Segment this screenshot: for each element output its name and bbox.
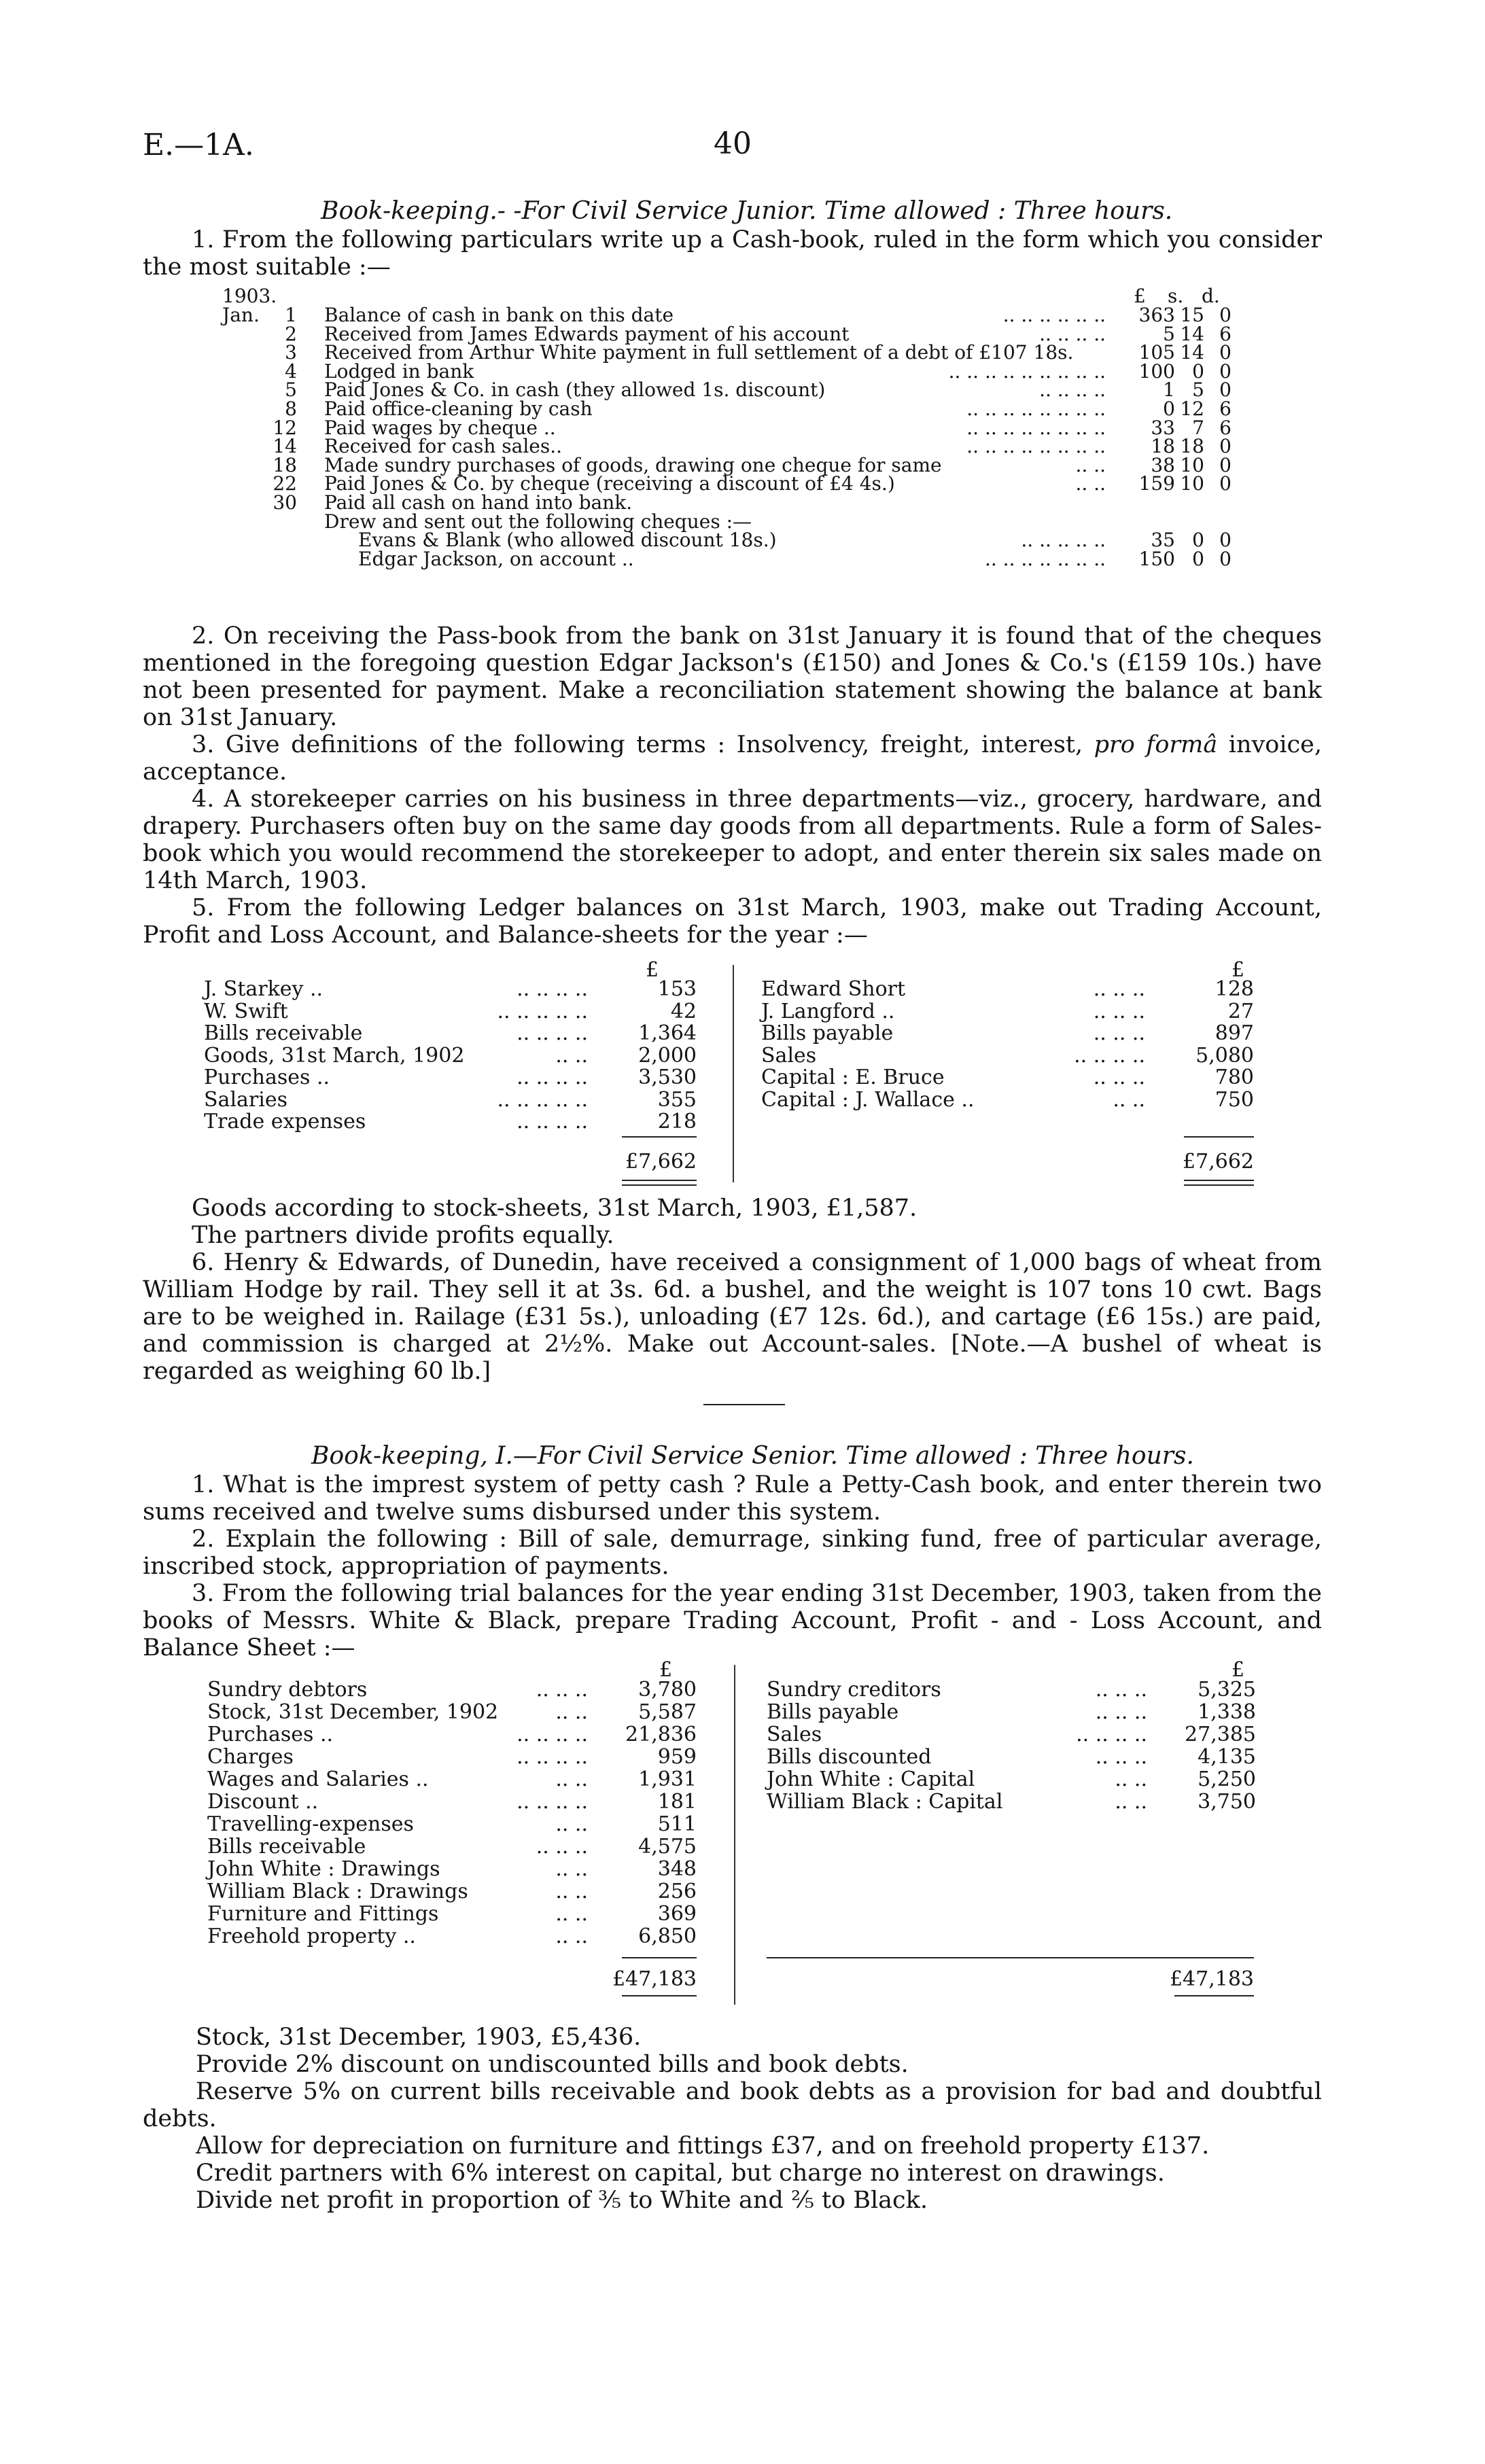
ledger-left-dots: .. .. .. .. [517,977,588,1001]
trial-left-row [207,1813,697,1835]
cash-entry-dots: .. .. .. .. .. .. .. .. .. [948,359,1106,383]
ledger-right-row [761,1023,1254,1045]
trial-left-dots: .. .. [555,1857,588,1881]
trial-right-name: Sundry creditors [767,1678,941,1702]
trial-left-row [207,1903,697,1925]
trial-right-dots: .. .. .. [1095,1678,1147,1702]
cash-entry-row [222,437,1242,456]
ledger-right-row [761,979,1254,1001]
cash-entry-text: Lodged in bank [324,359,474,383]
ledger-left-row [204,1001,697,1023]
cash-entry-row [222,531,1242,550]
ledger-left-dots: .. .. .. .. .. [497,1087,588,1112]
ledger-right-double-rule-b [1184,1184,1254,1186]
trial-right-double-rule [1174,1995,1254,1996]
ledger-right-list [761,979,1254,1111]
cash-entry-dots: .. .. [1075,472,1106,495]
cash-entry-pounds: 363 [1138,304,1175,326]
ledger-right-name: Edward Short [761,977,906,1001]
cash-entry-pence: 0 [1219,453,1231,476]
trial-left-dots: .. .. [555,1924,588,1948]
trial-left-amount: 4,575 [638,1835,697,1859]
cash-entry-row [222,306,1242,325]
trial-left-row [207,1925,697,1948]
cash-entry-shillings: 7 [1192,416,1204,439]
trial-right-name: Sales [767,1723,822,1746]
senior-notes-list [143,2024,1322,2214]
cash-entry-text: Paid all cash on hand into bank. [324,491,633,514]
cash-entry-day: 14 [273,435,297,458]
ledger-left-row [204,1111,697,1133]
cash-entry-pence: 6 [1219,397,1231,420]
trial-left-name: Sundry debtors [207,1678,368,1702]
trial-left-dots: .. .. .. [536,1678,588,1702]
senior-q1: 1. What is the imprest system of petty cash ? Rule a Petty-Cash book, and enter therein two sums received and twelve sums disbursed under this system. [143,1471,1322,1526]
ledger-right-name: Capital : J. Wallace .. [761,1087,975,1112]
trial-divider [734,1665,735,2005]
trial-left-row [207,1880,697,1903]
ledger-currency-left: £ [646,958,659,982]
cash-entry-row [222,381,1242,400]
cash-entry-pence: 0 [1219,435,1231,458]
cash-entry-day: 8 [285,397,297,420]
cash-entry-shillings: 0 [1192,359,1204,383]
pound-header: £ [1134,285,1146,307]
cash-entry-dots: .. .. .. .. .. .. .. .. [966,416,1106,439]
junior-q2: 2. On receiving the Pass-book from the bank on 31st January it is found that of the cheques mentioned in the foregoing question Edgar Jackson's (£150) and Jones & Co.'s (£159 10s.) have not been presented for payment. Make a reconciliation statement showing the balance at bank on 31st January. [143,622,1322,731]
trial-right-row [767,1791,1256,1813]
ledger-left-dots: .. .. .. .. [517,1110,588,1133]
cash-entry-day: 1 [285,304,297,326]
trial-left-row [207,1701,697,1723]
shilling-header: s. [1168,285,1184,307]
trial-right-list [767,1678,1256,1813]
ledger-left-amount: 1,364 [638,1021,697,1045]
cash-entry-row [222,512,1242,531]
cash-entry-shillings: 0 [1192,529,1204,552]
cash-entry-pounds: 33 [1151,416,1175,439]
trial-right-name: John White : Capital [767,1767,975,1791]
ledger-right-name: Sales [761,1043,817,1068]
trial-left-dots: .. .. .. .. [517,1790,588,1814]
trial-left-name: Charges [207,1745,294,1769]
cash-entry-shillings: 14 [1180,341,1204,364]
ledger-right-dots: .. .. .. [1093,1066,1145,1089]
senior-q3: 3. From the following trial balances for the year ending 31st December, 1903, taken from the books of Messrs. White & Black, prepare Trading Account, Profit - and - Loss Account, and Balance Sheet :— [143,1580,1322,1661]
ledger-left-amount: 153 [657,977,697,1001]
trial-left-name: Bills receivable [207,1835,366,1859]
cash-entry-text: Paid office-cleaning by cash [324,397,593,420]
cash-entry-row [222,322,1242,345]
trial-left-row [207,1858,697,1880]
trial-right-row [767,1701,1256,1723]
trial-left-name: John White : Drawings [207,1857,440,1881]
cash-entry-text: Received from James Edwards payment of his account [324,322,850,345]
cash-entry-row [222,547,1242,570]
ledger-left-row [204,1045,697,1068]
stock-note: Goods according to stock-sheets, 31st March, 1903, £1,587. [192,1195,918,1222]
section-separator [703,1404,785,1405]
cash-entry-day: 4 [285,359,297,383]
ledger-total-right: £7,662 [1183,1150,1254,1174]
junior-q6: 6. Henry & Edwards, of Dunedin, have received a consignment of 1,000 bags of wheat from William Hodge by rail. They sell it at 3s. 6d. a bushel, and the weight is 107 tons 10 cwt. Bags are to be weighed in. Railage (£31 5s.), unloading (£7 12s. 6d.), and cartage (£6 15s.) are paid, and commission is charged at 2½%. Make out Account-sales. [Note.—A bushel of wheat is regarded as weighing 60 lb.] [143,1249,1322,1385]
cash-entry-text: Evans & Blank (who allowed discount 18s.) [358,529,777,552]
ledger-right-amount: 5,080 [1195,1043,1254,1068]
cash-entry-text: Paid Jones & Co. by cheque (receiving a discount of £4 4s.) [324,472,895,495]
trial-right-amount: 3,750 [1198,1790,1256,1814]
trial-left-row [207,1768,697,1791]
trial-right-row [767,1746,1256,1768]
trial-left-dots: .. .. .. .. [517,1723,588,1746]
trial-left-name: Purchases .. [207,1723,334,1746]
ledger-right-amount: 780 [1215,1066,1254,1089]
cash-entry-row [222,416,1242,439]
trial-left-dots: .. .. .. [536,1835,588,1859]
senior-note: Provide 2% discount on undiscounted bills and book debts. [196,2051,909,2078]
trial-left-row [207,1723,697,1746]
trial-left-row [207,1678,697,1701]
cash-entry-row [222,359,1242,383]
ledger-left-name: J. Starkey .. [204,977,324,1001]
ledger-left-rule [622,1136,697,1138]
cash-entry-pence: 0 [1219,359,1231,383]
trial-left-row [207,1791,697,1813]
trial-left-amount: 1,931 [638,1767,697,1791]
cash-entry-row [222,343,1242,362]
q3-text-b: invoice, acceptance. [143,731,1322,786]
cash-entry-text: Paid Jones & Co. in cash (they allowed 1s. discount) [324,379,826,402]
ledger-left-row [204,1089,697,1112]
ledger-right-amount: 27 [1227,999,1254,1023]
trial-right-amount: 1,338 [1198,1700,1256,1724]
ledger-right-amount: 897 [1215,1021,1254,1045]
cash-entry-dots: .. .. .. .. .. .. .. [984,547,1106,570]
ledger-left-name: Salaries [204,1087,288,1112]
ledger-right-amount: 128 [1215,977,1254,1001]
trial-right-name: Bills payable [767,1700,899,1724]
trial-total-right: £47,183 [1169,1967,1254,1991]
trial-left-dots: .. .. [555,1767,588,1791]
trial-left-double-rule [622,1995,697,1996]
page-number: 40 [714,126,752,161]
trial-left-dots: .. .. [555,1812,588,1836]
trial-right-dots: .. .. .. [1095,1700,1147,1724]
ledger-left-name: Trade expenses [204,1110,366,1133]
cash-entry-text: Balance of cash in bank on this date [324,304,674,326]
junior-q5: 5. From the following Ledger balances on 31st March, 1903, make out Trading Account, Profit and Loss Account, and Balance-sheets for the year :— [143,894,1322,949]
ledger-left-name: W. Swift [204,999,288,1023]
cash-entry-pence: 0 [1219,304,1231,326]
ledger-right-row [761,1001,1254,1023]
ledger-left-list [204,979,697,1133]
ledger-right-double-rule-a [1184,1180,1254,1181]
trial-left-amount: 6,850 [638,1924,697,1948]
cash-entry-pounds: 35 [1151,529,1175,552]
ledger-divider [733,965,734,1182]
cash-entry-pence: 0 [1219,379,1231,402]
ledger-right-row [761,1067,1254,1089]
trial-right-dots: .. .. [1115,1767,1147,1791]
trial-left-name: Stock, 31st December, 1902 [207,1700,499,1724]
trial-right-row [767,1723,1256,1746]
ledger-left-row [204,1067,697,1089]
senior-note: Reserve 5% on current bills receivable and book debts as a provision for bad and doubtful debts. [143,2078,1322,2132]
cash-entry-pounds: 1 [1163,379,1175,402]
cash-entry-text: Made sundry purchases of goods, drawing one cheque for same [324,453,942,476]
trial-left-dots: .. .. .. .. [517,1745,588,1769]
ledger-left-name: Purchases .. [204,1066,330,1089]
cash-entry-dots: .. .. .. .. [1039,322,1106,345]
ledger-left-dots: .. .. .. .. [517,1066,588,1089]
senior-section-title: Book-keeping, I.—For Civil Service Senior. Time allowed : Three hours. [311,1442,1194,1470]
cash-entry-shillings: 0 [1192,547,1204,570]
ledger-right-dots: .. .. [1113,1087,1145,1112]
cash-entry-day: 3 [285,341,297,364]
cash-entry-pounds: 100 [1138,359,1175,383]
q3-text-a: 3. Give definitions of the following terms : Insolvency, freight, interest, [192,731,1083,758]
trial-left-amount: 959 [657,1745,697,1769]
cash-entry-month: Jan. [222,304,260,326]
trial-left-dots: .. .. [555,1902,588,1926]
ledger-right-dots: .. .. .. [1093,999,1145,1023]
trial-currency-right: £ [1231,1658,1245,1682]
cash-entry-shillings: 10 [1180,472,1204,495]
trial-left-row [207,1835,697,1858]
ledger-right-name: J. Langford .. [761,999,895,1023]
cash-entry-dots: .. .. .. .. .. .. .. .. [966,397,1106,420]
trial-right-name: William Black : Capital [767,1790,1003,1814]
trial-left-name: Discount .. [207,1790,319,1814]
cash-entry-pence: 0 [1219,472,1231,495]
cash-entry-dots: .. .. .. .. .. .. [1002,304,1106,326]
trial-right-dots: .. .. [1115,1790,1147,1814]
cash-entry-pounds: 105 [1138,341,1175,364]
ledger-left-dots: .. .. .. .. .. [497,999,588,1023]
trial-right-name: Bills discounted [767,1745,932,1769]
senior-note: Credit partners with 6% interest on capital, but charge no interest on drawings. [196,2160,1165,2187]
cash-entry-shillings: 14 [1180,322,1204,345]
junior-q1-intro: 1. From the following particulars write up a Cash-book, ruled in the form which you consider the most suitable :— [143,226,1322,281]
cash-entry-shillings: 10 [1180,453,1204,476]
cash-entry-pounds: 0 [1163,397,1175,420]
trial-left-amount: 181 [657,1790,697,1814]
cash-entry-day: 22 [273,472,297,495]
ledger-right-rule [1184,1136,1254,1138]
junior-q3 [143,731,1322,786]
cash-entry-day: 5 [285,379,297,402]
cash-entry-text: Paid wages by cheque .. [324,416,556,439]
ledger-currency-right: £ [1231,958,1245,982]
trial-left-name: Freehold property .. [207,1924,416,1948]
cash-entry-day: 12 [273,416,297,439]
cash-entry-dots: .. .. .. .. .. .. .. .. [966,435,1106,458]
ledger-left-name: Goods, 31st March, 1902 [204,1043,465,1068]
cash-entry-row [222,397,1242,420]
trial-left-dots: .. .. [555,1700,588,1724]
trial-left-dots: .. .. [555,1880,588,1903]
ledger-left-row [204,979,697,1001]
q3-italic-term: pro formâ [1094,731,1218,758]
cash-entries-list [222,306,1242,568]
cash-entry-text: Received from Arthur White payment in full settlement of a debt of £107 18s. [324,341,1074,364]
cash-entry-text: Edgar Jackson, on account .. [358,547,634,570]
cash-entry-day: 2 [285,322,297,345]
cash-entry-shillings: 12 [1180,397,1204,420]
ledger-left-dots: .. .. .. .. [517,1021,588,1045]
ledger-left-row [204,1023,697,1045]
ledger-left-dots: .. .. [555,1043,588,1068]
trial-right-amount: 4,135 [1198,1745,1256,1769]
cash-entry-day: 18 [273,453,297,476]
trial-left-amount: 3,780 [638,1678,697,1702]
trial-left-amount: 511 [657,1812,697,1836]
cash-entry-pence: 0 [1219,547,1231,570]
trial-left-amount: 21,836 [625,1723,697,1746]
cash-entry-pounds: 159 [1138,472,1175,495]
junior-q4: 4. A storekeeper carries on his business in three departments—viz., grocery, hardware, and drapery. Purchasers often buy on the same day goods from all departments. Rule a form of Sales-book which you would recommend the storekeeper to adopt, and enter therein six sales made on 14th March, 1903. [143,786,1322,894]
trial-left-name: Wages and Salaries .. [207,1767,429,1791]
trial-right-amount: 5,250 [1198,1767,1256,1791]
cash-entry-row [222,493,1242,512]
ledger-right-amount: 750 [1215,1087,1254,1112]
senior-note: Divide net profit in proportion of ⅗ to White and ⅖ to Black. [196,2187,928,2214]
trial-right-dots: .. .. .. .. [1076,1723,1147,1746]
trial-left-amount: 348 [657,1857,697,1881]
ledger-left-amount: 355 [657,1087,697,1112]
senior-note: Stock, 31st December, 1903, £5,436. [196,2024,642,2051]
cash-entry-pence: 0 [1219,341,1231,364]
ledger-right-name: Bills payable [761,1021,894,1045]
ledger-total-left: £7,662 [625,1150,697,1174]
ledger-left-double-rule-a [622,1180,697,1181]
cash-entry-row [222,453,1242,476]
ledger-left-amount: 2,000 [638,1043,697,1068]
ledger-right-name: Capital : E. Bruce [761,1066,945,1089]
trial-left-list [207,1678,697,1948]
cash-entry-shillings: 5 [1192,379,1204,402]
profit-note: The partners divide profits equally. [192,1222,614,1249]
cash-entry-pounds: 150 [1138,547,1175,570]
ledger-left-amount: 3,530 [638,1066,697,1089]
senior-note: Allow for depreciation on furniture and fittings £37, and on freehold property £137. [196,2132,1210,2160]
trial-left-amount: 369 [657,1902,697,1926]
trial-total-left: £47,183 [612,1967,697,1991]
trial-left-rule [622,1957,697,1958]
trial-currency-left: £ [659,1658,673,1682]
trial-right-amount: 5,325 [1198,1678,1256,1702]
ledger-right-dots: .. .. .. .. [1074,1043,1145,1068]
cash-entry-shillings: 18 [1180,435,1204,458]
cash-year: 1903. [222,285,277,307]
ledger-left-double-rule-b [622,1184,697,1186]
trial-left-row [207,1746,697,1768]
trial-right-row [767,1678,1256,1701]
trial-right-amount: 27,385 [1185,1723,1256,1746]
cash-entry-pounds: 5 [1163,322,1175,345]
ledger-right-dots: .. .. .. [1093,977,1145,1001]
cash-entry-dots: .. .. .. .. .. [1021,529,1106,552]
document-code: E.—1A. [143,128,254,162]
cash-entry-day: 30 [273,491,297,514]
ledger-left-name: Bills receivable [204,1021,363,1045]
cash-entry-row [222,474,1242,493]
ledger-right-row [761,1089,1254,1112]
ledger-right-dots: .. .. .. [1093,1021,1145,1045]
pence-header: d. [1202,285,1220,307]
ledger-left-amount: 218 [657,1110,697,1133]
cash-entry-pence: 0 [1219,529,1231,552]
ledger-left-amount: 42 [670,999,697,1023]
trial-right-dots: .. .. .. [1095,1745,1147,1769]
trial-left-amount: 5,587 [638,1700,697,1724]
trial-right-rule [767,1957,1254,1958]
trial-left-amount: 256 [657,1880,697,1903]
cash-entry-pence: 6 [1219,416,1231,439]
trial-right-row [767,1768,1256,1791]
senior-q2: 2. Explain the following : Bill of sale, demurrage, sinking fund, free of particular average, inscribed stock, appropriation of payments. [143,1526,1322,1580]
cash-entry-pence: 6 [1219,322,1231,345]
cash-entry-text: Received for cash sales.. [324,435,563,458]
trial-left-name: William Black : Drawings [207,1880,468,1903]
cash-entry-pounds: 38 [1151,453,1175,476]
cash-entry-shillings: 15 [1180,304,1204,326]
ledger-right-row [761,1045,1254,1068]
cash-entry-pounds: 18 [1151,435,1175,458]
cash-entry-dots: .. .. .. .. [1039,379,1106,402]
cash-entry-text: Drew and sent out the following cheques :— [324,510,752,533]
cash-entry-dots: .. .. [1075,453,1106,476]
trial-left-name: Travelling-expenses [207,1812,414,1836]
junior-section-title: Book-keeping.- -For Civil Service Junior. Time allowed : Three hours. [321,197,1173,225]
trial-left-name: Furniture and Fittings [207,1902,439,1926]
